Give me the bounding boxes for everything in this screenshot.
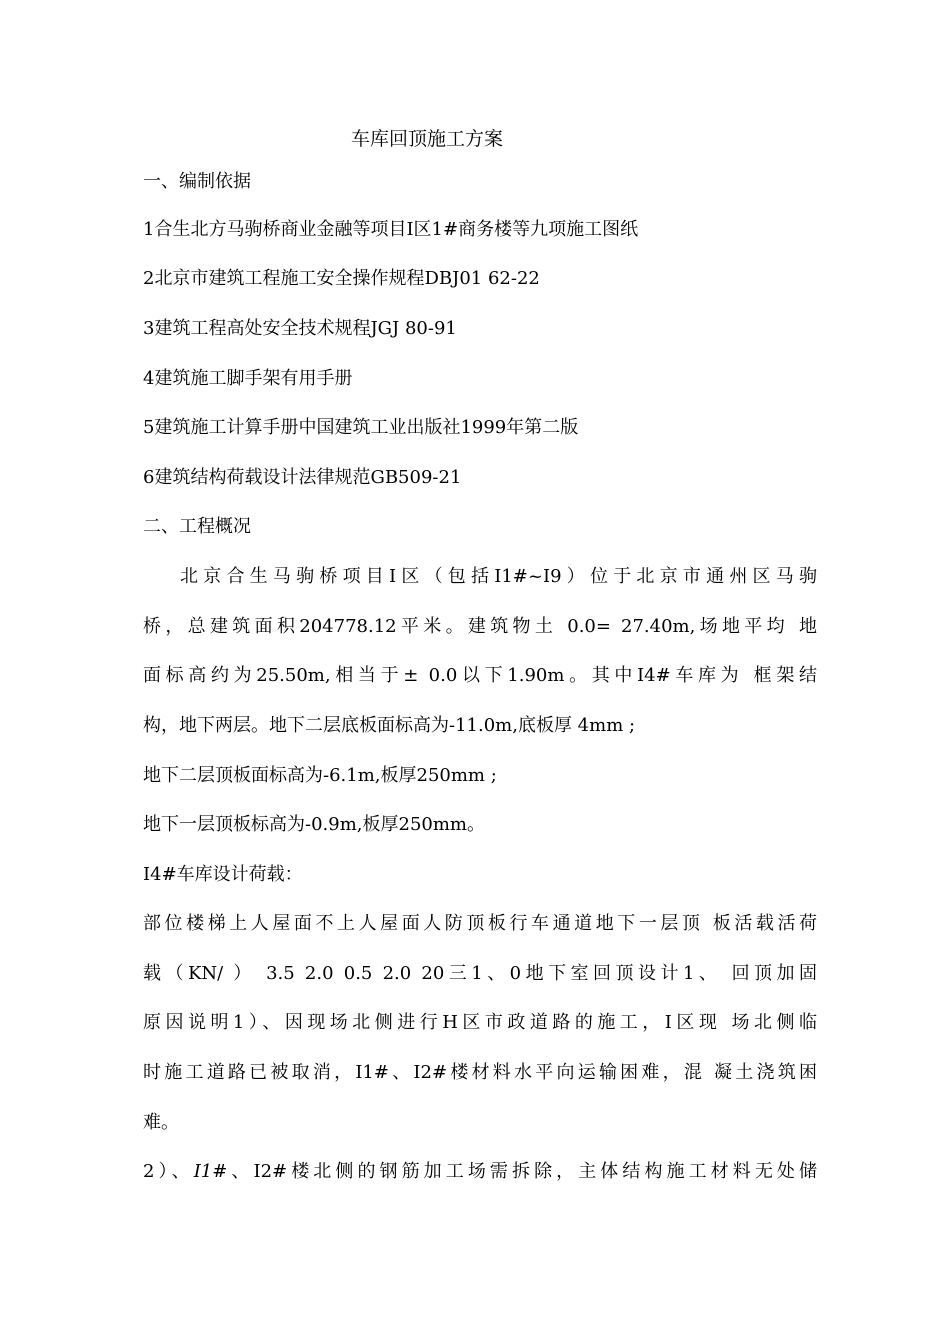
overview-line-3: 面标高约为25.50m,相当于± 0.0以下1.90m。其中I4#车库为 框架结: [143, 665, 817, 686]
basis-item-1: 1合生北方马驹桥商业金融等项目I区1#商务楼等九项施工图纸: [143, 219, 639, 240]
overview-line-2: 桥，总建筑面积204778.12平米。建筑物土 0.0= 27.40m,场地平均 地: [143, 616, 817, 637]
load-line-5: 难。: [143, 1112, 179, 1133]
b2-top-slab-line: 地下二层顶板面标高为-6.1m,板厚250mm ;: [143, 765, 497, 786]
basis-item-3: 3建筑工程高处安全技术规程JGJ 80-91: [143, 318, 457, 339]
b1-top-slab-line: 地下一层顶板标高为-0.9m,板厚250mm。: [143, 814, 485, 835]
reason-2-line: [143, 1159, 817, 1185]
load-line-1: 部位楼梯上人屋面不上人屋面人防顶板行车通道地下一层顶 板活载活荷: [143, 913, 817, 934]
basis-item-5: 5建筑施工计算手册中国建筑工业出版社1999年第二版: [143, 417, 579, 438]
load-line-4: 时施工道路已被取消，I1#、I2#楼材料水平向运输困难，混 凝土浇筑困: [143, 1062, 817, 1083]
load-line-3: 原因说明1）、因现场北侧进行H区市政道路的施工，I区现 场北侧临: [143, 1012, 817, 1033]
basis-item-2: 2北京市建筑工程施工安全操作规程DBJ01 62-22: [143, 268, 540, 289]
load-heading: I4#车库设计荷载：: [143, 864, 303, 885]
reason-2-rest: 、I2#楼北侧的钢筋加工场需拆除，主体结构施工材料无处储: [227, 1161, 817, 1182]
basis-item-6: 6建筑结构荷载设计法律规范GB509-21: [143, 467, 462, 488]
document-title-text: 车库回顶施工方案: [350, 128, 503, 150]
reason-2-italic: I1#: [193, 1161, 228, 1182]
load-line-2: 载（KN/ ） 3.5 2.0 0.5 2.0 20三1、0地下室回顶设计1、 回顶加固: [143, 963, 817, 984]
basis-item-4: 4建筑施工脚手架有用手册: [143, 368, 353, 389]
section-heading-overview: 二、工程概况: [143, 516, 251, 537]
reason-2-prefix: 2）、: [143, 1161, 194, 1182]
document-title: [0, 124, 950, 151]
overview-line-4: 构，地下两层。地下二层底板面标高为-11.0m,底板厚 4mm ;: [143, 715, 636, 736]
section-heading-basis: 一、编制依据: [143, 171, 251, 192]
overview-line-1: 北京合生马驹桥项目I区（包括I1#~I9）位于北京市通州区马驹: [180, 566, 817, 587]
